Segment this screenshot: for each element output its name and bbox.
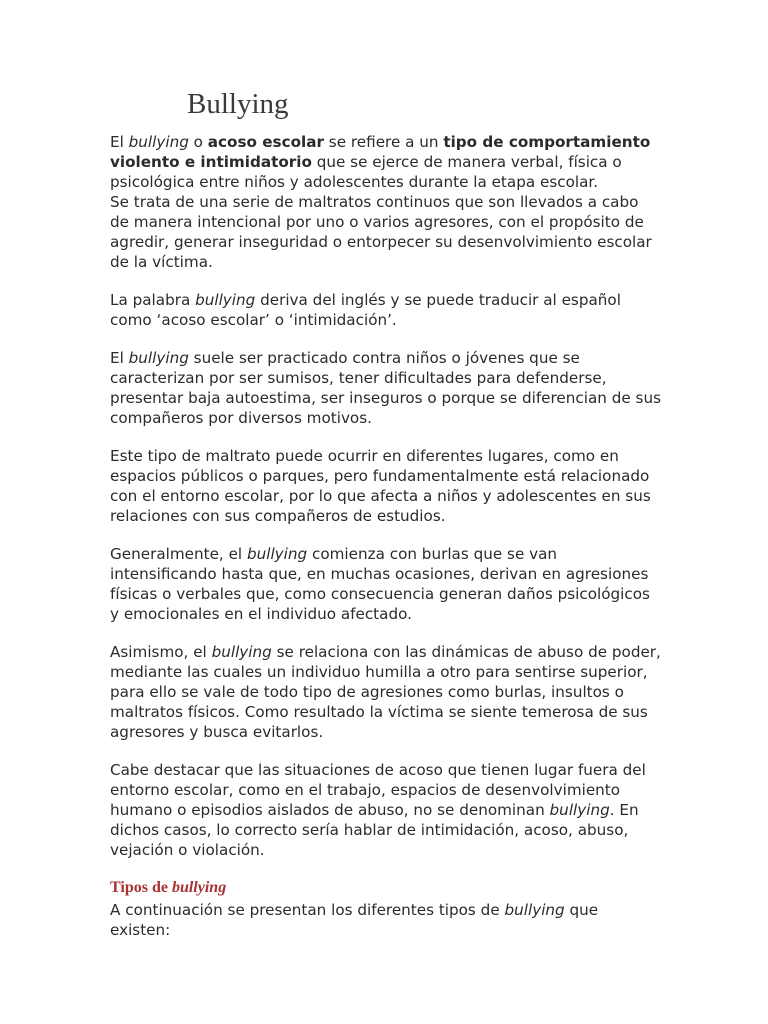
paragraph-definition <box>110 132 662 272</box>
italic-term: bullying <box>246 545 308 563</box>
page-title: Bullying <box>187 88 289 120</box>
text-run: Asimismo, el <box>110 643 212 661</box>
text-run: deriva del inglés y se puede traducir al español como ‘acoso escolar’ o ‘intimidación’. <box>110 291 621 329</box>
paragraph <box>110 132 662 192</box>
document-page <box>110 84 662 940</box>
italic-term: bullying <box>128 349 189 367</box>
paragraph <box>110 290 662 330</box>
text-run: Cabe destacar que las situaciones de acoso que tienen lugar fuera del entorno escolar, como en el trabajo, espacios de desenvolvimiento humano o episodios aislados de abuso, no se denominan <box>110 761 646 819</box>
intro-line <box>110 900 662 940</box>
text-run: Este tipo de maltrato puede ocurrir en diferentes lugares, como en espacios públicos o parques, pero fundamentalmente está relacionado con el entorno escolar, por lo que afecta a niños y adolescentes en sus relaciones con sus compañeros de estudios. <box>110 447 651 525</box>
bold-term: tipo de comportamiento violento e intimidatorio <box>110 133 651 171</box>
text-run: que existen: <box>110 901 599 939</box>
paragraph <box>110 192 662 272</box>
text-run: se relaciona con las dinámicas de abuso de poder, mediante las cuales un individuo humilla a otro para sentirse superior, para ello se vale de todo tipo de agresiones como burlas, insultos o maltratos físicos. Como resultado la víctima se siente temerosa de sus agresores y busca evitarlos. <box>110 643 661 741</box>
italic-term: bullying <box>195 291 256 309</box>
paragraph <box>110 544 662 624</box>
text-run: El <box>110 349 129 367</box>
italic-term: bullying <box>504 901 565 919</box>
text-run: o <box>188 133 208 151</box>
text-run: Se trata de una serie de maltratos continuos que son llevados a cabo de manera intencional por uno o varios agresores, con el propósito de agredir, generar inseguridad o entorpecer su desenvolvimiento escolar de la víctima. <box>110 193 652 271</box>
text-run: comienza con burlas que se van intensificando hasta que, en muchas ocasiones, derivan en agresiones físicas o verbales que, como consecuencia generan daños psicológicos y emocionales en el individuo afectado. <box>110 545 650 623</box>
text-run: La palabra <box>110 291 196 309</box>
text-run: se refiere a un <box>323 133 444 151</box>
section-heading <box>110 878 662 898</box>
paragraph <box>110 760 662 860</box>
text-run: que se ejerce de manera verbal, física o psicológica entre niños y adolescentes durante la etapa escolar. <box>110 153 622 191</box>
italic-term: bullying <box>128 133 189 151</box>
italic-term: bullying <box>171 879 227 896</box>
paragraph <box>110 348 662 428</box>
text-run: Tipos de <box>110 879 172 896</box>
text-run: suele ser practicado contra niños o jóvenes que se caracterizan por ser sumisos, tener dificultades para defenderse, presentar baja autoestima, ser inseguros o porque se diferencian de sus compañeros por diversos motivos. <box>110 349 661 427</box>
text-run: El <box>110 133 129 151</box>
paragraph <box>110 446 662 526</box>
italic-term: bullying <box>211 643 272 661</box>
text-run: A continuación se presentan los diferentes tipos de <box>110 901 505 919</box>
text-run: Generalmente, el <box>110 545 247 563</box>
paragraph <box>110 642 662 742</box>
italic-term: bullying <box>549 801 610 819</box>
text-run: . En dichos casos, lo correcto sería hablar de intimidación, acoso, abuso, vejación o violación. <box>110 801 639 859</box>
bold-term: acoso escolar <box>207 133 324 151</box>
